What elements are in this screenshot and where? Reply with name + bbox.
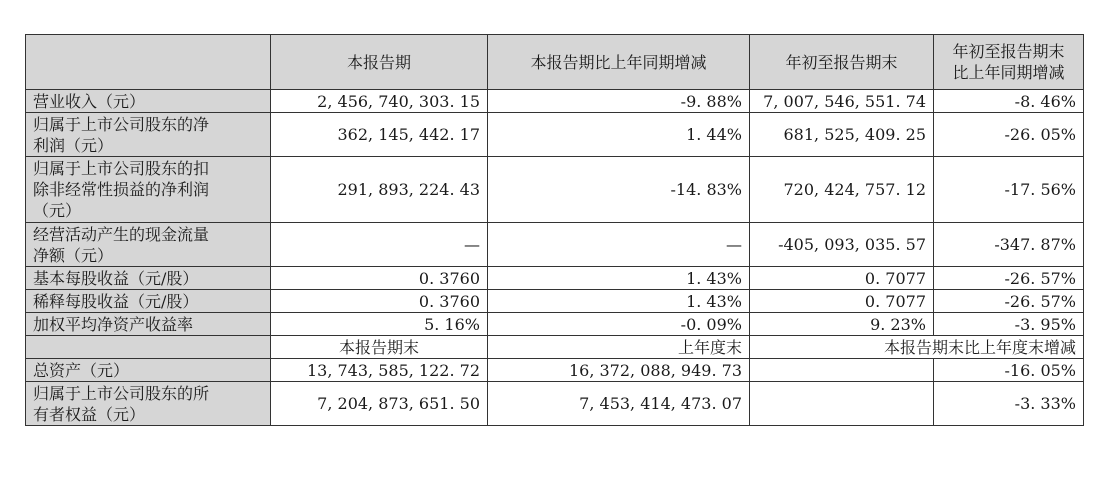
row-label [26,90,271,113]
row-label-line: 营业收入（元） [33,91,146,111]
prior-year-end-value: 16, 372, 088, 949. 73 [488,359,750,382]
table-row [26,382,1084,426]
current-period-value: 5. 16% [271,313,488,336]
table-row [26,313,1084,336]
row-label-line: 归属于上市公司股东的扣 [33,159,210,178]
table-row [26,157,1084,223]
current-period-yoy-value: — [488,223,750,267]
subheader-corner [26,336,271,359]
row-label [26,113,271,157]
current-period-yoy-value: -0. 09% [488,313,750,336]
current-period-value: 291, 893, 224. 43 [271,157,488,223]
row-label-line: 净额（元） [33,245,114,265]
ytd-yoy-value: -26. 57% [934,290,1084,313]
ytd-yoy-value: -17. 56% [934,157,1084,223]
ytd-value: 0. 7077 [750,267,934,290]
header-current-period: 本报告期 [271,35,488,90]
row-label [26,157,271,223]
row-label [26,223,271,267]
header-corner [26,35,271,90]
current-period-value: — [271,223,488,267]
table-row [26,113,1084,157]
metrics-rows [26,90,1084,336]
row-label-line: 经营活动产生的现金流量 [33,224,210,244]
subheader-period-end: 本报告期末 [271,336,488,359]
table-row [26,359,1084,382]
ytd-yoy-value: -26. 05% [934,113,1084,157]
current-period-yoy-value: 1. 43% [488,267,750,290]
current-period-value: 0. 3760 [271,267,488,290]
current-period-value: 0. 3760 [271,290,488,313]
header-ytd-yoy-line2: 比上年同期增减 [952,63,1065,82]
ytd-value: 0. 7077 [750,290,934,313]
balance-subheader-row [26,336,1084,359]
table-row [26,90,1084,113]
current-period-yoy-value: -14. 83% [488,157,750,223]
table-row [26,223,1084,267]
row-label [26,290,271,313]
financial-summary-table [25,34,1084,426]
header-current-period-yoy: 本报告期比上年同期增减 [488,35,750,90]
table-row [26,290,1084,313]
row-label-line: 基本每股收益（元/股） [33,268,199,288]
current-period-yoy-value: 1. 43% [488,290,750,313]
empty-cell [750,382,934,426]
ytd-value: -405, 093, 035. 57 [750,223,934,267]
header-ytd-yoy-line1: 年初至报告期末 [952,42,1065,61]
current-period-value: 362, 145, 442. 17 [271,113,488,157]
row-label [26,382,271,426]
ytd-yoy-value: -347. 87% [934,223,1084,267]
row-label-line: 除非经常性损益的净利润 [33,180,210,199]
header-ytd-yoy [934,35,1084,90]
row-label-line: （元） [33,201,82,220]
current-period-value: 2, 456, 740, 303. 15 [271,90,488,113]
row-label-line: 加权平均净资产收益率 [33,314,194,334]
ytd-value: 720, 424, 757. 12 [750,157,934,223]
balance-rows [26,359,1084,426]
period-end-value: 7, 204, 873, 651. 50 [271,382,488,426]
row-label-line: 稀释每股收益（元/股） [33,291,199,311]
period-end-value: 13, 743, 585, 122. 72 [271,359,488,382]
ytd-value: 9. 23% [750,313,934,336]
row-label [26,359,271,382]
row-label-line: 归属于上市公司股东的所 [33,383,210,403]
ytd-yoy-value: -26. 57% [934,267,1084,290]
prior-year-end-value: 7, 453, 414, 473. 07 [488,382,750,426]
change-value: -16. 05% [934,359,1084,382]
subheader-change: 本报告期末比上年度末增减 [750,336,1084,359]
ytd-yoy-value: -8. 46% [934,90,1084,113]
subheader-prior-year-end: 上年度末 [488,336,750,359]
current-period-yoy-value: 1. 44% [488,113,750,157]
row-label-line: 归属于上市公司股东的净 [33,114,210,134]
ytd-value: 7, 007, 546, 551. 74 [750,90,934,113]
ytd-yoy-value: -3. 95% [934,313,1084,336]
row-label-line: 利润（元） [33,135,114,155]
table-row [26,267,1084,290]
ytd-value: 681, 525, 409. 25 [750,113,934,157]
table-header-row [26,35,1084,90]
row-label-line: 有者权益（元） [33,404,146,424]
header-ytd: 年初至报告期末 [750,35,934,90]
row-label [26,313,271,336]
change-value: -3. 33% [934,382,1084,426]
row-label-line: 总资产（元） [33,360,130,380]
row-label [26,267,271,290]
empty-cell [750,359,934,382]
current-period-yoy-value: -9. 88% [488,90,750,113]
